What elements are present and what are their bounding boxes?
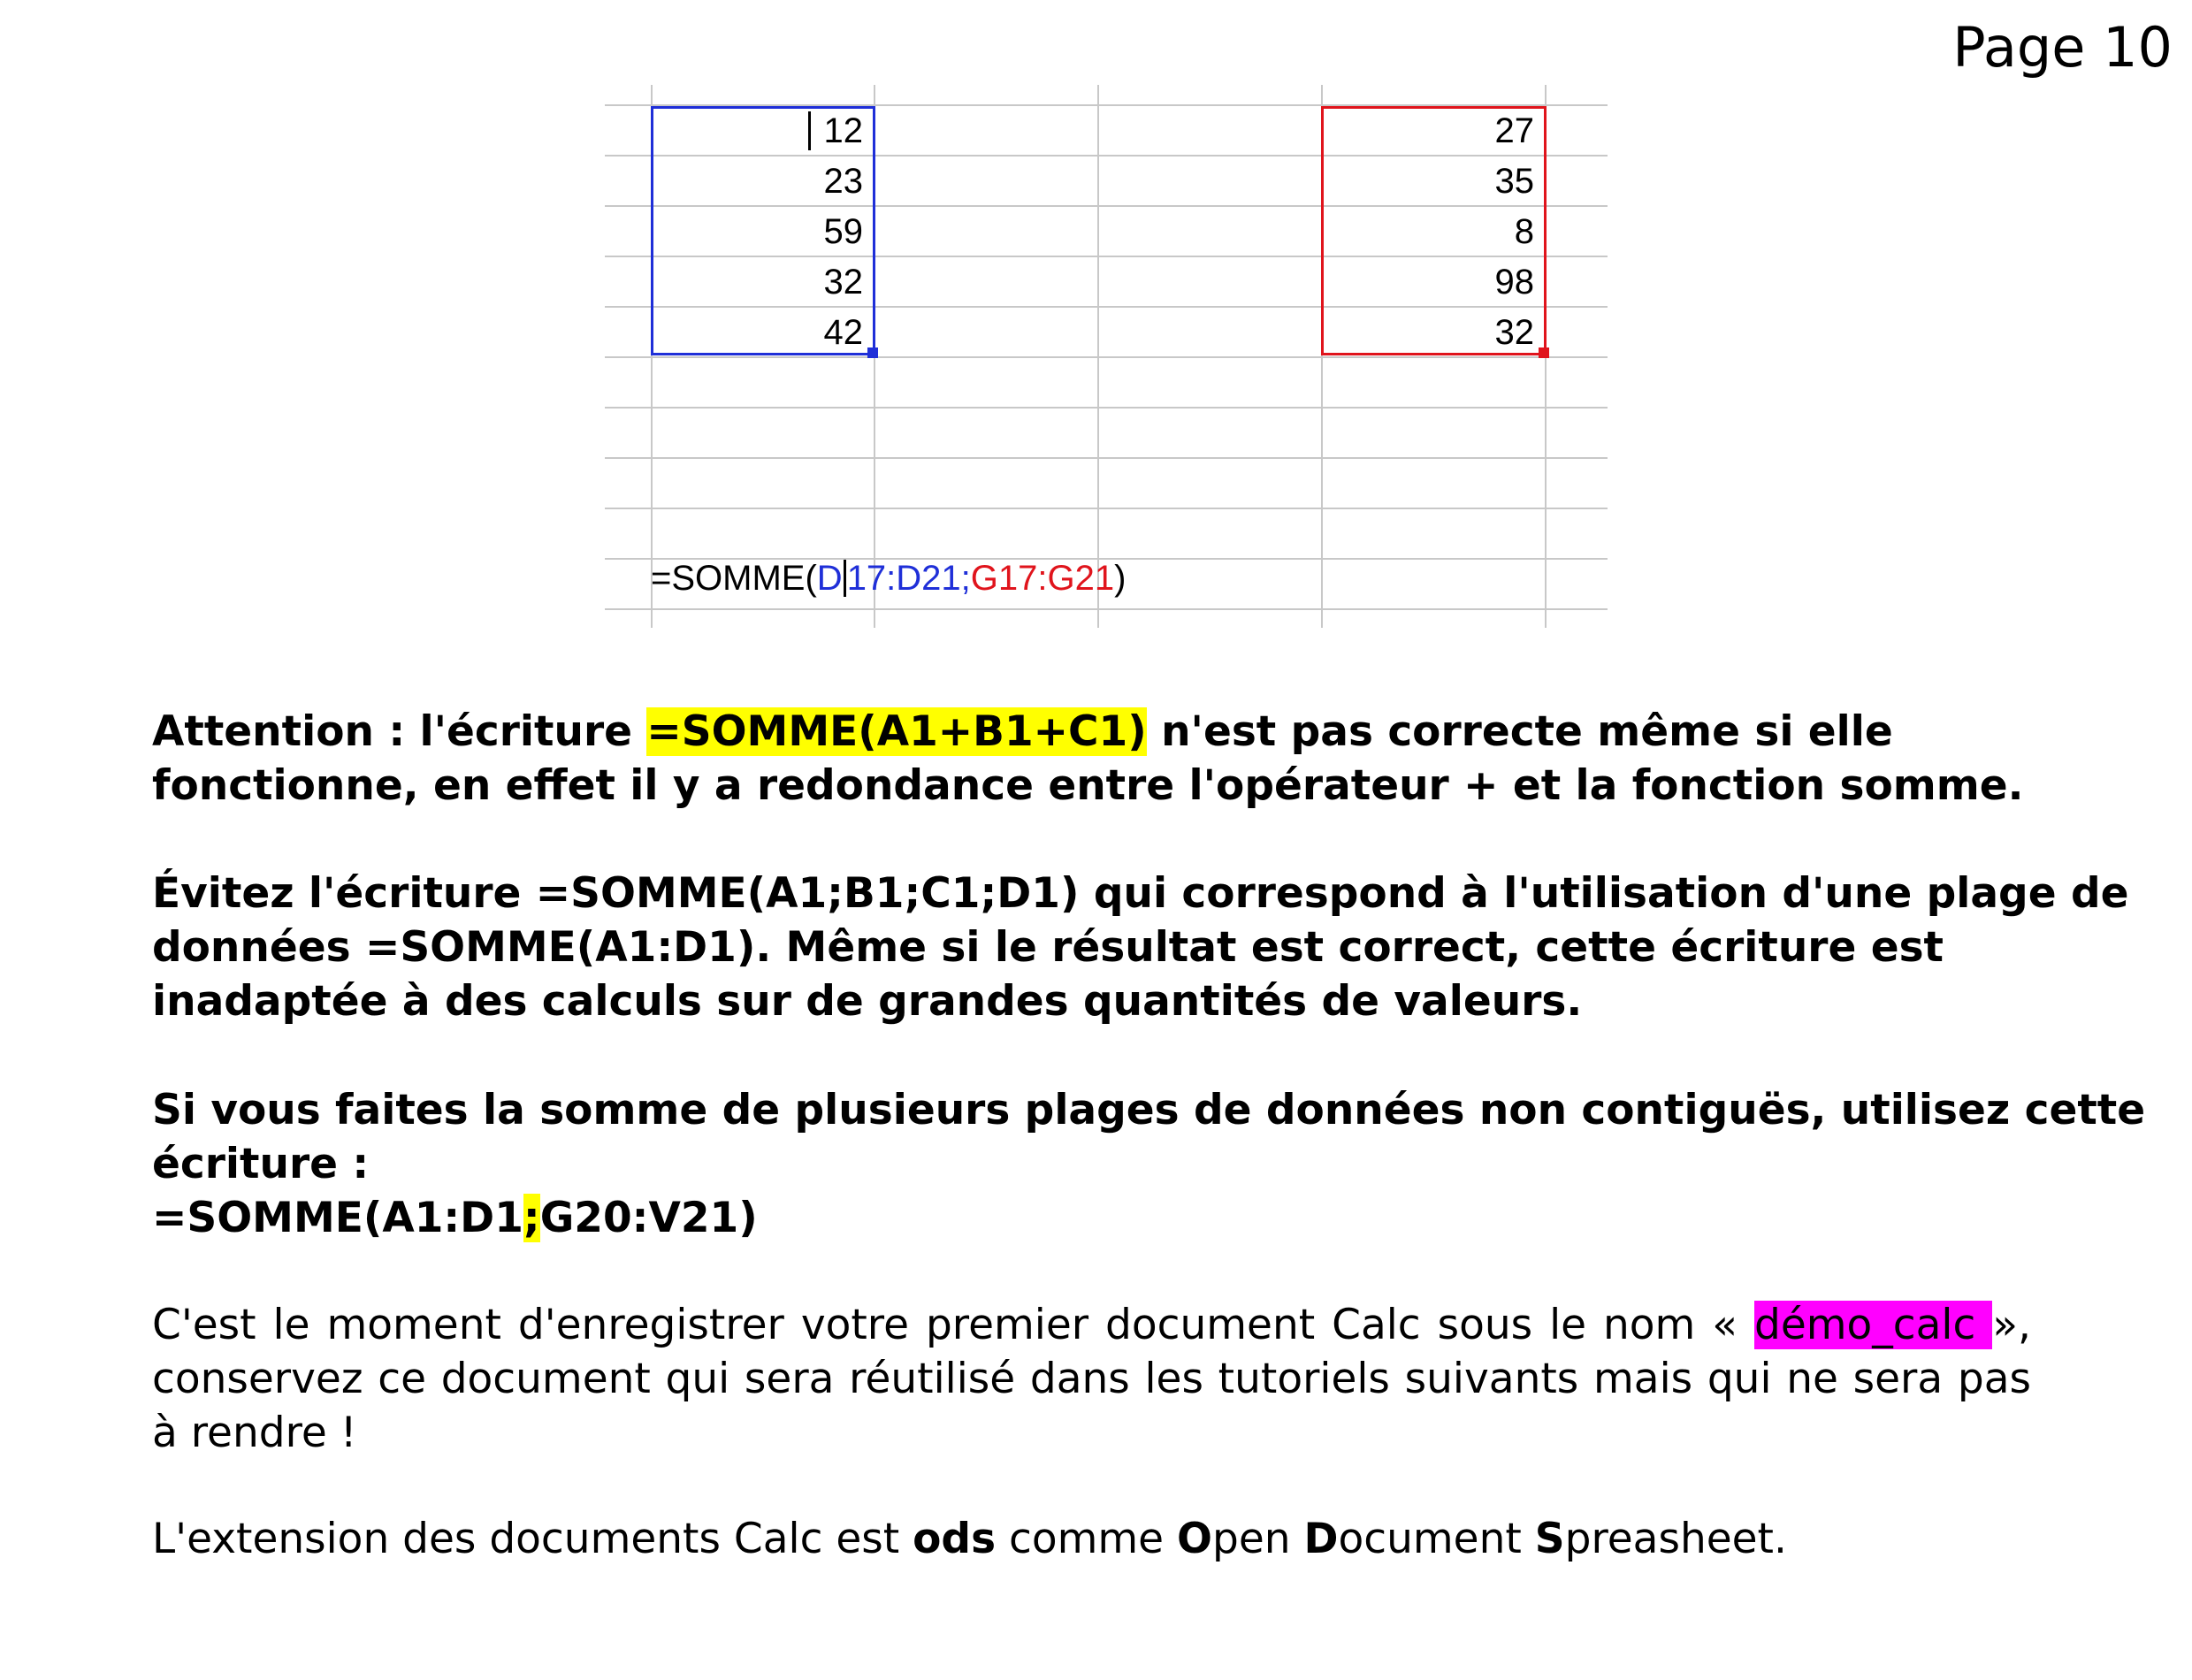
grid-line (605, 407, 1608, 409)
formula-range2: G17:G21 (970, 559, 1115, 598)
formula-range1-part: 17:D21 (846, 559, 961, 598)
paragraph-warning (152, 705, 2031, 813)
text-run: =SOMME(A1:D1 (152, 1194, 523, 1242)
text-line: Si vous faites la somme de plusieurs plages de données non contiguës, utilisez cette (152, 1086, 2146, 1134)
text-run: comme (996, 1515, 1178, 1563)
cell-value[interactable]: 35 (1494, 162, 1534, 201)
text-run: preasheet. (1564, 1515, 1787, 1563)
page-number: Page 10 (1952, 15, 2173, 80)
text-run: ocument (1338, 1515, 1535, 1563)
bold-text: O (1177, 1515, 1212, 1563)
grid-line (605, 457, 1608, 459)
paragraph-extension (152, 1512, 2031, 1566)
text-run: », conservez ce document qui sera réutilisé dans les tutoriels suivants mais qui ne sera pas à rendre ! (152, 1301, 2031, 1457)
text-run: C'est le moment d'enregistrer votre premier document Calc sous le nom « (152, 1301, 1754, 1349)
bold-text: S (1534, 1515, 1565, 1563)
cell-value[interactable]: 12 (823, 111, 863, 150)
cell-value[interactable]: 27 (1494, 111, 1534, 150)
formula-separator: ; (960, 559, 971, 598)
formula-prefix: =SOMME( (651, 559, 817, 598)
text-run: n'est pas correcte même si elle (1146, 707, 1893, 756)
text-run: G20:V21) (539, 1194, 758, 1242)
cell-value[interactable]: 98 (1494, 263, 1534, 302)
cell-value[interactable]: 32 (823, 263, 863, 302)
text-line: Évitez l'écriture =SOMME(A1;B1;C1;D1) qui correspond à l'utilisation d'une plage de (152, 869, 2129, 918)
cell-value[interactable]: 59 (823, 212, 863, 251)
text-run: Attention : l'écriture (152, 707, 647, 756)
text-cursor (844, 560, 846, 597)
formula-range1-part: D (816, 559, 843, 598)
grid-line (1097, 85, 1099, 628)
text-run: pen (1212, 1515, 1304, 1563)
paragraph-avoid (152, 867, 2129, 1028)
paragraph-save (152, 1298, 2031, 1460)
text-line (152, 705, 2031, 759)
text-line: données =SOMME(A1:D1). Même si le résultat est correct, cette écriture est (152, 923, 1944, 972)
text-line: écriture : (152, 1140, 370, 1188)
grid-line (605, 508, 1608, 509)
highlighted-formula: =SOMME(A1+B1+C1) (646, 707, 1147, 756)
grid-line (605, 608, 1608, 610)
cell-value[interactable]: 32 (1494, 313, 1534, 352)
fill-handle[interactable] (1539, 347, 1549, 358)
text-line (152, 1191, 2031, 1245)
text-line (152, 1515, 1787, 1563)
cell-value[interactable]: 8 (1514, 212, 1534, 251)
fill-handle[interactable] (867, 347, 878, 358)
highlighted-filename: démo_calc (1754, 1301, 1993, 1349)
spreadsheet-screenshot (605, 85, 1608, 628)
cell-value[interactable]: 42 (823, 313, 863, 352)
formula-suffix: ) (1114, 559, 1127, 598)
text-line: fonctionne, en effet il y a redondance entre l'opérateur + et la fonction somme. (152, 761, 2024, 810)
highlighted-separator: ; (523, 1194, 540, 1242)
cell-value[interactable]: 23 (823, 162, 863, 201)
text-line: inadaptée à des calculs sur de grandes quantités de valeurs. (152, 977, 1583, 1026)
paragraph-non-contiguous (152, 1083, 2146, 1245)
bold-text: D (1303, 1515, 1339, 1563)
formula-cell[interactable] (651, 554, 1126, 603)
text-run: L'extension des documents Calc est (152, 1515, 913, 1563)
bold-text: ods (913, 1515, 997, 1563)
